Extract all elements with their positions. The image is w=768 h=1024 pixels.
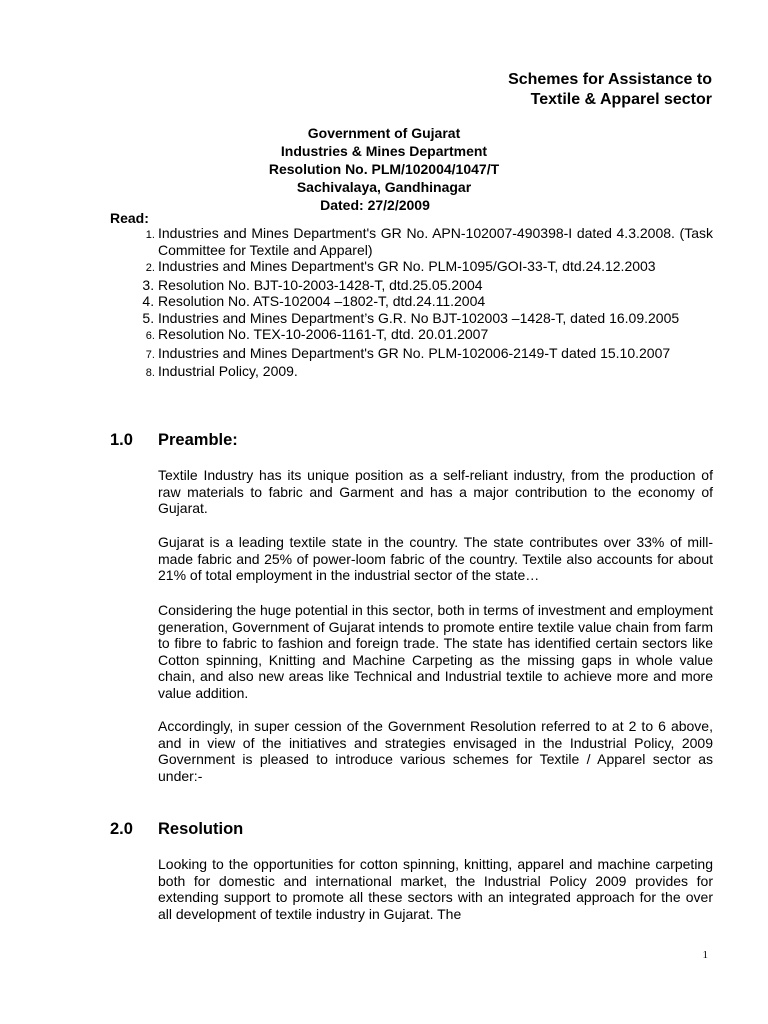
read-list <box>110 225 713 382</box>
read-label: Read: <box>110 210 149 226</box>
read-item-number: 7. <box>145 348 155 361</box>
read-item-number: 5. <box>142 309 155 326</box>
resolution-place: Sachivalaya, Gandhinagar <box>296 179 472 195</box>
read-item-text: Industries and Mines Department’s G.R. No BJT-102003 –1428-T, dated 16.09.2005 <box>158 309 680 326</box>
read-list-item <box>110 258 713 277</box>
section-number: 1.0 <box>110 431 133 449</box>
read-item-number: 2. <box>145 262 155 274</box>
read-list-item <box>110 363 713 382</box>
read-item-text: Resolution No. TEX-10-2006-1161-T, dtd. 20.01.2007 <box>158 326 489 342</box>
read-item-text: Resolution No. BJT-10-2003-1428-T, dtd.25.05.2004 <box>158 276 483 293</box>
read-item-number: 4. <box>142 293 155 309</box>
preamble-paragraph-3: Considering the huge potential in this sector, both in terms of investment and employment generation, Government of Gujarat intends to promote entire textile value chain from farm to fibre to fabric to fashion and foreign trade. The state has identified certain sectors like Cotton spinning, Knitting and Machine Carpeting as the missing gaps in whole value chain, and also new areas like Technical and Industrial textile to achieve more and more value addition. <box>158 602 713 701</box>
section-title: Resolution <box>158 820 244 838</box>
section-number: 2.0 <box>110 820 133 838</box>
read-item-text: Industries and Mines Department's GR No. APN-102007-490398-I dated 4.3.2008. (Task Committee for Textile and Apparel) <box>158 225 713 258</box>
read-item-text: Industrial Policy, 2009. <box>158 363 298 379</box>
read-list-item <box>110 345 713 364</box>
read-list-item <box>110 225 713 258</box>
resolution-number: Resolution No. PLM/102004/1047/T <box>268 161 500 177</box>
read-list-item <box>110 277 713 294</box>
document-title-line-1: Schemes for Assistance to <box>508 71 712 88</box>
page-number: 1 <box>702 949 708 961</box>
read-list-item <box>110 293 713 310</box>
resolution-header <box>0 124 768 214</box>
read-item-number: 8. <box>145 367 155 379</box>
preamble-paragraph-2: Gujarat is a leading textile state in the country. The state contributes over 33% of mill-made fabric and 25% of power-loom fabric of the country. Textile also accounts for about 21% of total employment in the industrial sector of the state… <box>158 534 713 584</box>
section-heading-preamble <box>110 430 238 450</box>
preamble-paragraph-4: Accordingly, in super cession of the Government Resolution referred to at 2 to 6 above, and in view of the initiatives and strategies envisaged in the Industrial Policy, 2009 Government is pleased to introduce various schemes for Textile / Apparel sector as under:- <box>158 718 713 784</box>
read-item-text: Industries and Mines Department's GR No. PLM-102006-2149-T dated 15.10.2007 <box>158 344 671 361</box>
government-name: Government of Gujarat <box>307 125 461 141</box>
document-title <box>508 70 712 110</box>
read-list-item <box>110 310 713 327</box>
read-item-number: 3. <box>142 276 155 293</box>
section-heading-resolution <box>110 819 243 839</box>
preamble-paragraph-1: Textile Industry has its unique position as a self-reliant industry, from the production of raw materials to fabric and Garment and has a major contribution to the economy of Gujarat. <box>158 467 713 517</box>
document-title-line-2: Textile & Apparel sector <box>530 91 712 108</box>
read-list-item <box>110 326 713 345</box>
read-item-number: 6. <box>145 330 155 342</box>
read-item-number: 1. <box>145 229 155 241</box>
resolution-date: Dated: 27/2/2009 <box>320 197 430 213</box>
department-name: Industries & Mines Department <box>280 143 488 159</box>
resolution-paragraph-1: Looking to the opportunities for cotton spinning, knitting, apparel and machine carpeting both for domestic and international market, the Industrial Policy 2009 provides for extending support to promote all these sectors with an integrated approach for the over all development of textile industry in Gujarat. The <box>158 856 713 922</box>
section-title: Preamble: <box>158 431 238 449</box>
read-item-text: Resolution No. ATS-102004 –1802-T, dtd.24.11.2004 <box>158 293 486 309</box>
read-item-text: Industries and Mines Department's GR No. PLM-1095/GOI-33-T, dtd.24.12.2003 <box>158 258 656 274</box>
